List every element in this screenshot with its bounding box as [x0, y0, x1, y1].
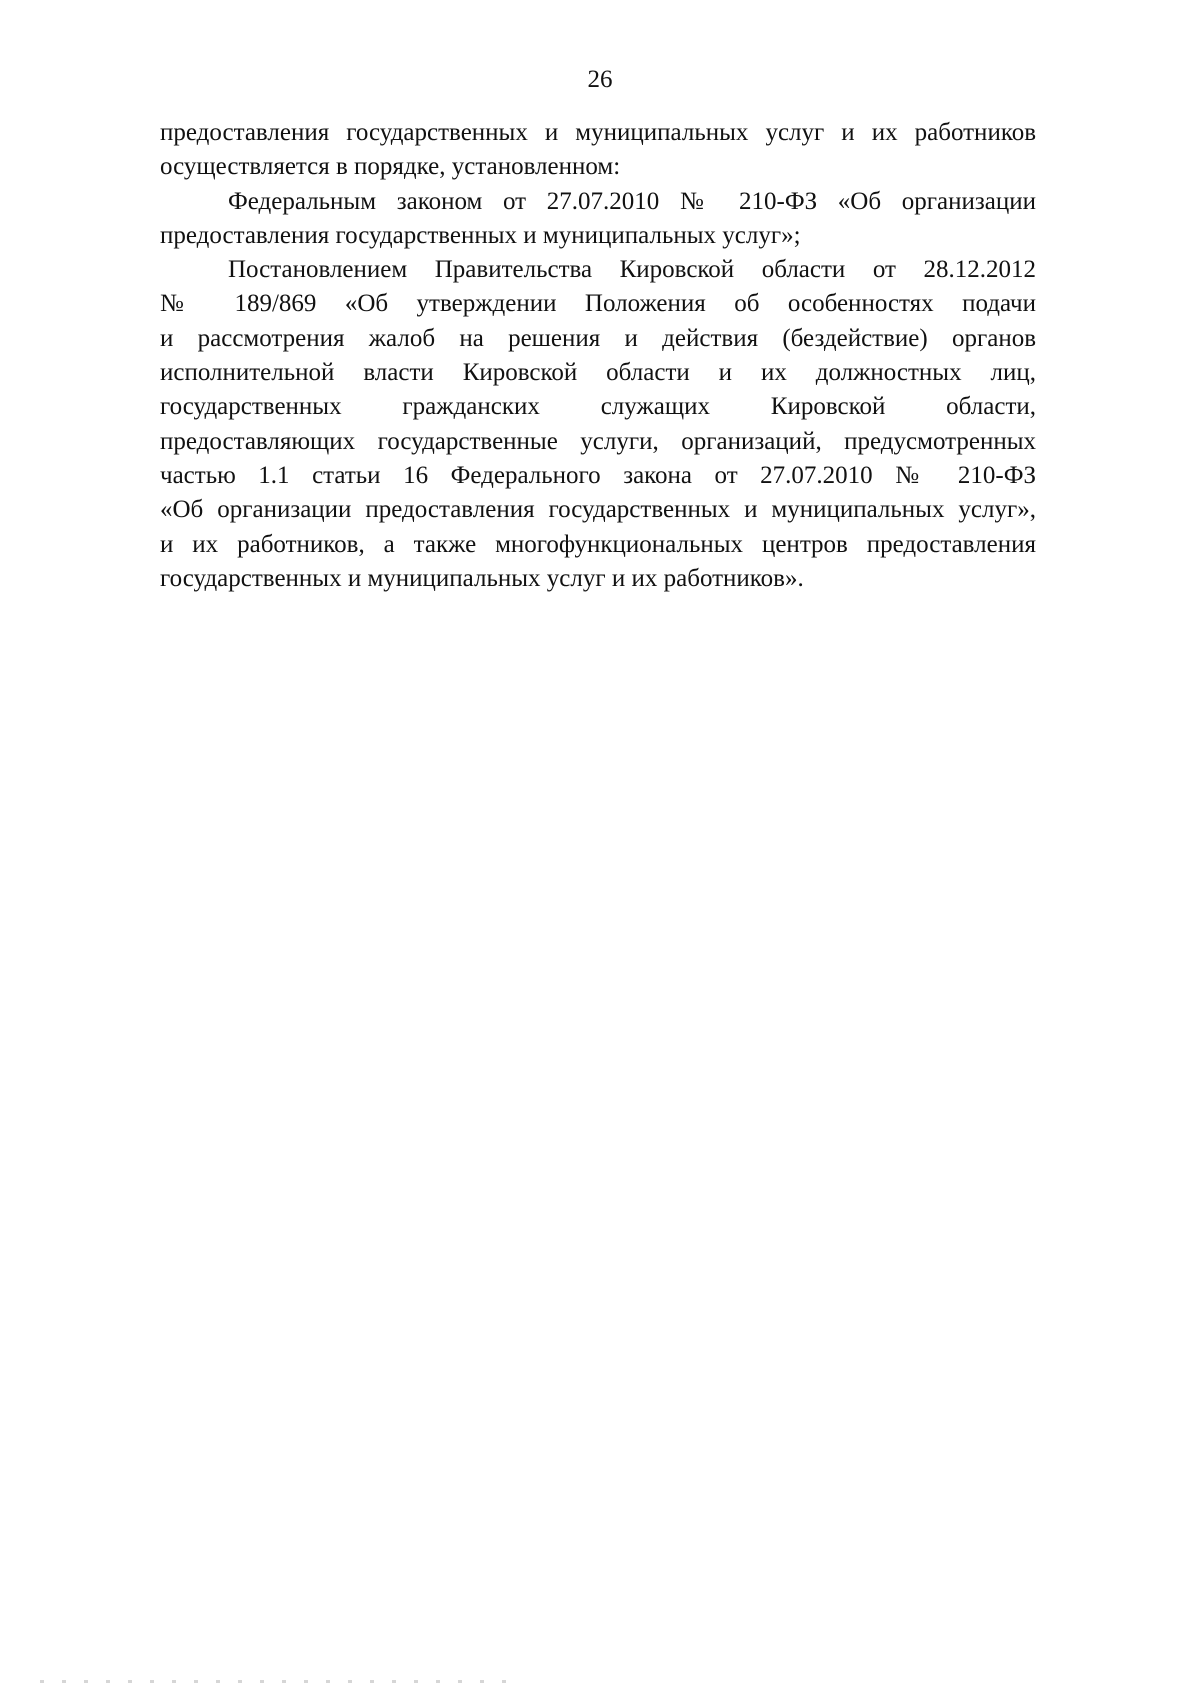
text-line: и их работников, а также многофункциональных центров предоставления	[160, 530, 1036, 558]
text-line: и рассмотрения жалоб на решения и действия (бездействие) органов	[160, 324, 1036, 352]
text-line: предоставления государственных и муниципальных услуг и их работников	[160, 119, 1036, 146]
text-line: исполнительной власти Кировской области и их должностных лиц,	[160, 359, 1036, 387]
text-line: осуществляется в порядке, установленном:	[160, 153, 621, 181]
page-number: 26	[587, 66, 613, 93]
document-body	[160, 116, 1036, 596]
text-line: предоставляющих государственные услуги, организаций, предусмотренных	[160, 427, 1036, 455]
scan-artifact	[40, 1680, 510, 1683]
text-line: Постановлением Правительства Кировской области от 28.12.2012	[228, 256, 1036, 284]
text-line: № 189/869 «Об утверждении Положения об особенностях подачи	[160, 290, 1036, 318]
text-line: Федеральным законом от 27.07.2010 № 210-ФЗ «Об организации	[228, 187, 1036, 215]
text-line: государственных и муниципальных услуг и их работников».	[160, 564, 804, 592]
text-line: государственных гражданских служащих Кировской области,	[160, 393, 1036, 421]
text-line: частью 1.1 статьи 16 Федерального закона от 27.07.2010 № 210-ФЗ	[160, 461, 1036, 489]
text-line: «Об организации предоставления государственных и муниципальных услуг»,	[160, 496, 1036, 524]
text-line: предоставления государственных и муниципальных услуг»;	[160, 221, 801, 249]
